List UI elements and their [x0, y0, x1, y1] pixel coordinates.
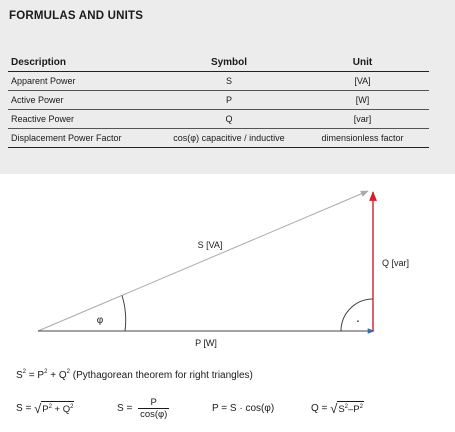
page-title: FORMULAS AND UNITS [9, 10, 144, 22]
eq-exponent: 2 [48, 404, 52, 410]
sqrt-expression [34, 401, 74, 415]
eq-operator: = [26, 370, 38, 381]
hypotenuse-label: S [VA] [197, 240, 223, 250]
eq-exponent: 2 [70, 404, 74, 410]
row-unit: [VA] [296, 72, 429, 91]
formula-text: P = S · cos(φ) [212, 402, 275, 414]
row-description: Reactive Power [8, 110, 162, 129]
radical-sign: √ [34, 401, 42, 416]
eq-exponent: 2 [359, 404, 363, 410]
row-unit: dimensionless factor [296, 129, 429, 148]
vertical-label: Q [var] [382, 258, 410, 268]
eq-term: S [16, 370, 23, 381]
table-row [8, 91, 429, 110]
radicand [41, 401, 74, 415]
radicand [337, 401, 364, 415]
row-description: Displacement Power Factor [8, 129, 162, 148]
radicand-term: –P [348, 404, 360, 415]
formula-p [212, 396, 274, 420]
table-row [8, 129, 429, 148]
row-description: Apparent Power [8, 72, 162, 91]
header-description: Description [8, 56, 162, 72]
hypotenuse-s-arrow [38, 191, 368, 331]
formula-s-sqrt [16, 396, 74, 420]
formula-lhs: Q = [311, 402, 331, 414]
eq-exponent: 2 [66, 369, 70, 375]
radical-sign: √ [330, 401, 338, 416]
row-symbol: S [162, 72, 296, 91]
formula-q-sqrt [311, 396, 364, 420]
pythagoras-equation [16, 369, 253, 381]
eq-operator: + [47, 370, 59, 381]
table-row [8, 110, 429, 129]
formula-s-fraction [117, 396, 169, 420]
formula-lhs: S = [117, 402, 136, 414]
sqrt-expression [330, 401, 364, 415]
row-symbol: cos(φ) capacitive / inductive [162, 129, 296, 148]
radicand-term: + Q [51, 404, 71, 415]
angle-phi-arc [122, 296, 126, 332]
row-symbol: Q [162, 110, 296, 129]
eq-note: (Pythagorean theorem for right triangles) [69, 370, 253, 381]
eq-term: Q [58, 370, 67, 381]
row-unit: [W] [296, 91, 429, 110]
table-row [8, 72, 429, 91]
eq-exponent: 2 [44, 369, 48, 375]
table-header-row [8, 56, 429, 72]
header-symbol: Symbol [162, 56, 296, 72]
row-symbol: P [162, 91, 296, 110]
base-label: P [W] [195, 338, 217, 348]
angle-label: φ [96, 315, 104, 326]
header-unit: Unit [296, 56, 429, 72]
units-table [8, 56, 429, 148]
radicand-term: S [338, 404, 345, 415]
row-unit: [var] [296, 110, 429, 129]
right-angle-dot: · [355, 312, 361, 328]
fraction [138, 397, 169, 420]
radicand-term: P [42, 404, 49, 415]
eq-exponent: 2 [22, 369, 27, 375]
formula-lhs: S = [16, 402, 35, 414]
fraction-numerator: P [150, 396, 157, 408]
eq-term: P [37, 370, 45, 381]
fraction-denominator: cos(φ) [140, 408, 168, 420]
row-description: Active Power [8, 91, 162, 110]
eq-exponent: 2 [344, 404, 349, 410]
power-triangle-diagram [0, 174, 455, 359]
